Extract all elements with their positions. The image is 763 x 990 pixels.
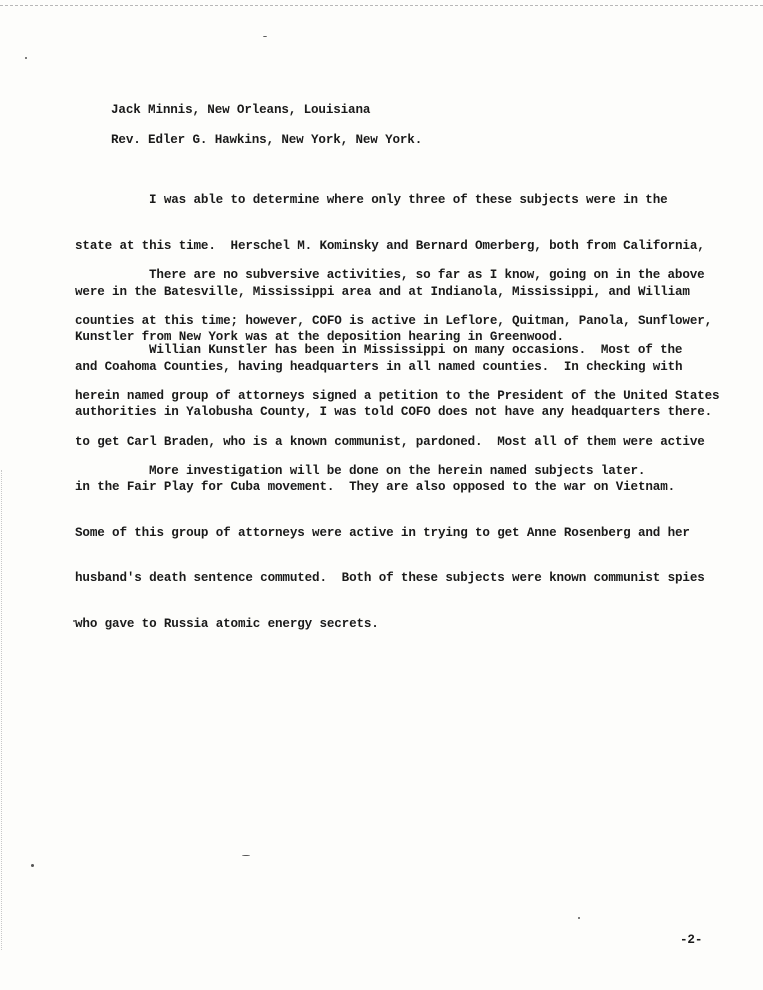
body-paragraph <box>75 434 745 510</box>
addressee-line: Jack Minnis, New Orleans, Louisiana <box>111 103 371 117</box>
paragraph-line: and Coahoma Counties, having headquarters in all named counties. In checking with <box>75 359 683 374</box>
paragraph-line: Some of this group of attorneys were active in trying to get Anne Rosenberg and her <box>75 525 690 540</box>
paragraph-line: who gave to Russia atomic energy secrets. <box>75 617 379 632</box>
paragraph-line: More investigation will be done on the herein named subjects later. <box>149 464 646 479</box>
paragraph-line: I was able to determine where only three of these subjects were in the <box>149 193 668 208</box>
paragraph-line: were in the Batesville, Mississippi area and at Indianola, Mississippi, and William <box>75 284 690 299</box>
top-edge-rule <box>0 5 763 6</box>
paragraph-line: counties at this time; however, COFO is active in Leflore, Quitman, Panola, Sunflower, <box>75 314 713 329</box>
addressee-line: Rev. Edler G. Hawkins, New York, New York. <box>111 133 423 147</box>
scan-speck <box>578 917 580 919</box>
paragraph-line: husband's death sentence commuted. Both of these subjects were known communist spies <box>75 571 705 586</box>
paragraph-line: in the Fair Play for Cuba movement. They are also opposed to the war on Vietnam. <box>75 480 676 495</box>
scan-speck <box>263 36 267 37</box>
page-number: -2- <box>680 933 703 947</box>
paragraph-line: herein named group of attorneys signed a petition to the President of the United States <box>75 389 720 404</box>
scan-speck <box>31 864 34 867</box>
paragraph-line: state at this time. Herschel M. Kominsky and Bernard Omerberg, both from California, <box>75 239 705 254</box>
paragraph-line: There are no subversive activities, so far as I know, going on in the above <box>149 268 705 283</box>
left-edge-scan-artifact <box>1 470 2 950</box>
paragraph-line: Willian Kunstler has been in Mississippi on many occasions. Most of the <box>149 343 683 358</box>
paragraph-line: to get Carl Braden, who is a known communist, pardoned. Most all of them were active <box>75 434 705 449</box>
scan-speck <box>25 57 27 59</box>
scan-speck <box>73 620 75 622</box>
scan-speck <box>242 855 250 856</box>
paragraph-line: Kunstler from New York was at the deposition hearing in Greenwood. <box>75 330 564 345</box>
paragraph-line: authorities in Yalobusha County, I was told COFO does not have any headquarters there. <box>75 405 713 420</box>
